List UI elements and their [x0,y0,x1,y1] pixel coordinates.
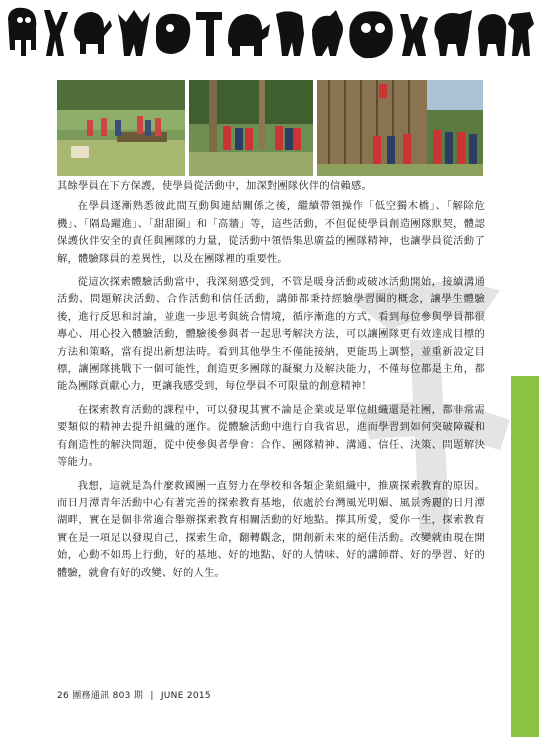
team-photo-wall [317,80,483,176]
critter-icon [312,10,343,56]
critter-icon [349,11,393,58]
issue-date: JUNE 2015 [160,691,211,701]
footer-separator: | [150,691,154,701]
critter-icon [44,10,68,56]
critter-icon [434,10,472,56]
critter-icon [276,11,304,56]
publication-name: 團務通訊 803 期 [72,691,144,701]
article-body [57,178,485,588]
photo-strip [57,80,483,176]
article-paragraph: 其餘學員在下方保護，使學員從活動中，加深對團隊伙伴的信賴感。 [57,180,372,192]
article-paragraph: 在探索教育活動的課程中，可以發現其實不論是企業或是單位組織還是社團，都非常需要類似的精神去提升組織的運作。從體驗活動中進行自我省思，進而學習到如何突破障礙和有創造性的解決問題，從中使參與者學會：合作、團隊精神、溝通、信任、決策、問題解決等能力。 [57,403,485,469]
page-number: 26 [57,691,70,701]
critter-icon [8,8,36,56]
critter-icon [156,14,190,54]
section-side-tab [511,376,539,737]
team-photo-circle [189,80,313,176]
critter-icon [118,10,150,56]
article-paragraph: 從這次探索體驗活動當中，我深刻感受到，不管是暖身活動或破冰活動開始，接續溝通活動、問題解決活動、合作活動和信任活動，講師都秉持經驗學習圈的概念，讓學生體驗後，進行反思和討論，並進一步思考與統合情境，循序漸進的方式，看到每位參與學員都很專心、用心投入體驗活動，體驗後參與者一起思考解決方法，可以讓團隊更有效達成目標的方法和策略，當有提出新想法時。看到其他學生不僅能接納，更能馬上調整，並重新設定目標，讓團隊挑戰下一個可能性，創造更多團隊的凝聚力及解決能力，不僅每位都是主角，都能為團隊貢獻心力，更讓我感受到，每位學員不可限量的創意精神！ [57,276,485,393]
critter-icon [478,14,506,56]
page-footer [57,688,211,701]
article-paragraph: 在學員逐漸熟悉彼此間互動與連結關係之後，繼續帶領操作「低空獨木橋」、「解除危機」、「隔島躍進」、「甜甜圈」和「高牆」等，這些活動，不但促使學員創造團隊默契，體認保護伙伴安全的責任與團隊的力量，從活動中領悟集思廣益的團隊精神，也讓學員從活動了解，體驗隊員的差異性，以及在團隊裡的重要性。 [57,200,485,265]
critter-icon [74,12,112,54]
critter-icon [196,12,222,56]
critter-icon [400,14,428,56]
critter-icon [508,12,534,56]
article-paragraph: 我想，這就是為什麼救國團一直努力在學校和各類企業組織中，推廣探索教育的原因。而日月潭青年活動中心有著完善的探索教育基地，依處於台灣風光明媚、風景秀麗的日月潭湖畔，實在是個非常適合舉辦探索教育相關活動的好地點。擇其所愛，愛你一生，探索教育實在是一項足以發現自己，探索生命，翻轉觀念，開創新未來的絕佳活動。改變就由現在開始，心動不如馬上行動，好的基地、好的地點、好的人情味、好的講師群、好的學習、好的體驗，就會有好的改變、好的人生。 [57,479,485,579]
team-photo-sign [57,80,185,176]
doodle-creature-border [0,0,539,70]
critter-icon [228,14,270,56]
